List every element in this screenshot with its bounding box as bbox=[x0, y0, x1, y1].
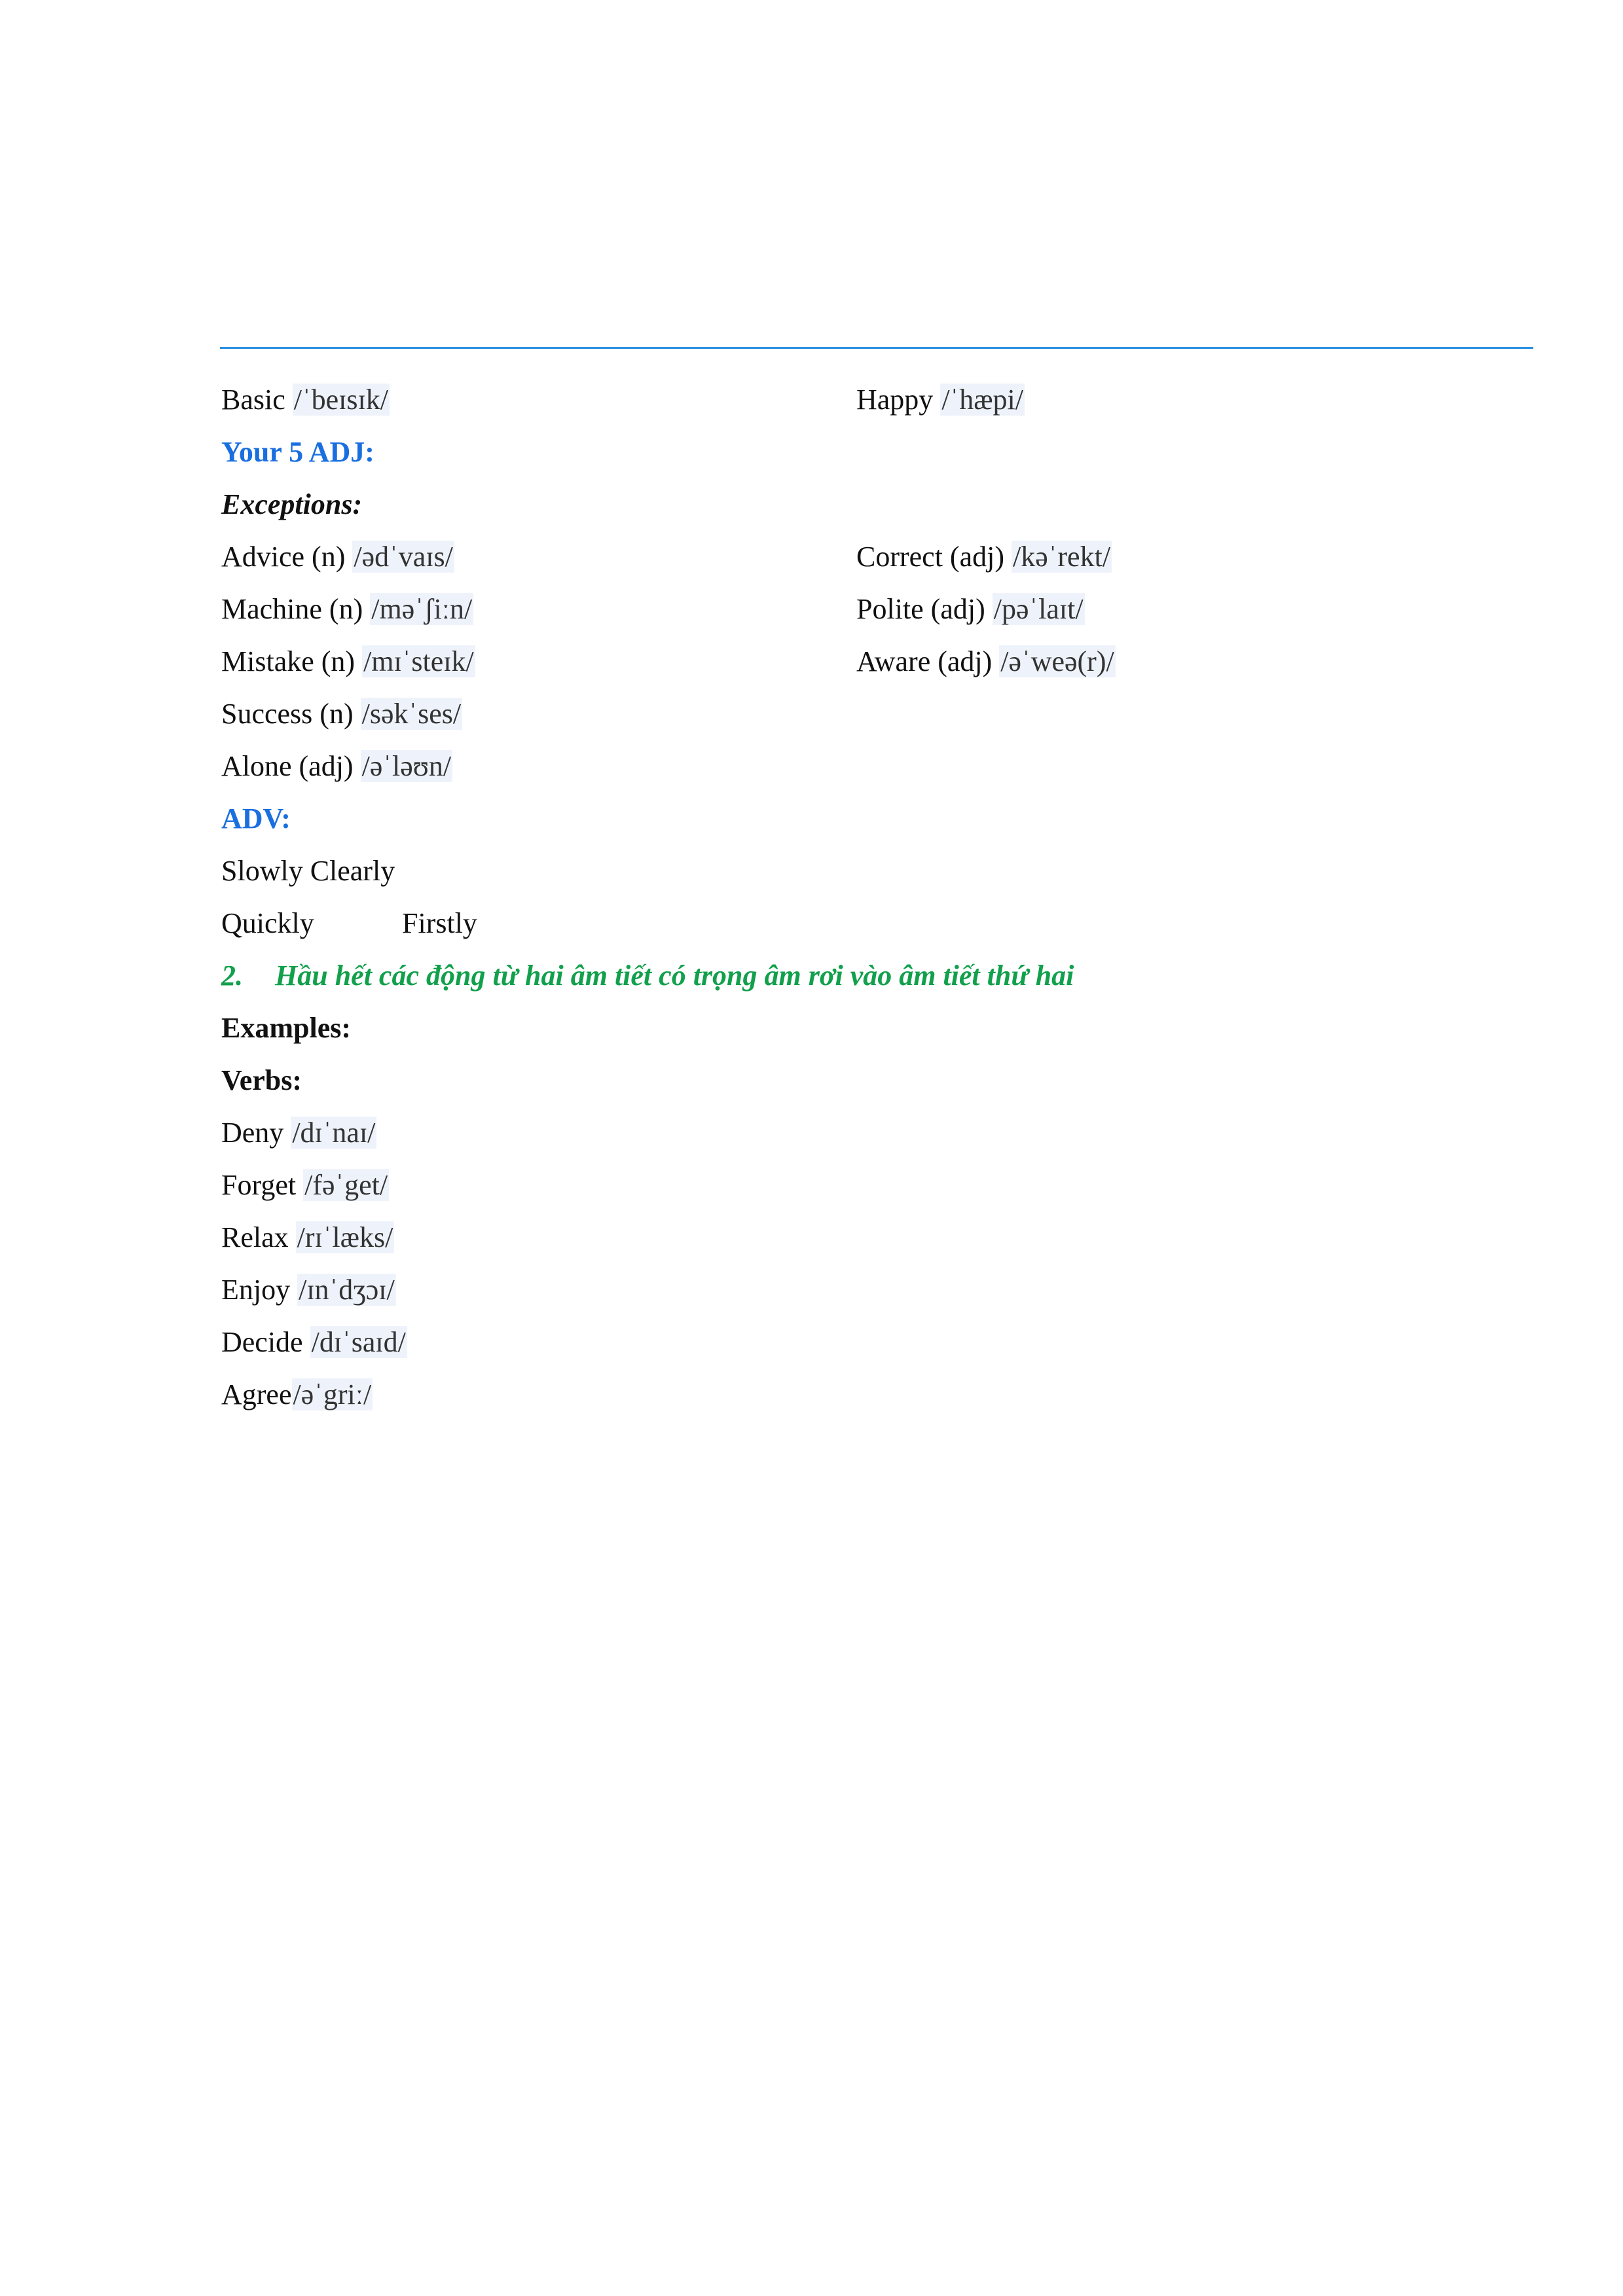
word-basic: Basic /ˈbeɪsɪk/ bbox=[221, 384, 388, 416]
examples-heading: Examples: bbox=[221, 1012, 351, 1044]
exception-advice: Advice (n) /ədˈvaɪs/ bbox=[221, 541, 453, 573]
your-adj-heading: Your 5 ADJ: bbox=[221, 436, 374, 468]
exception-mistake: Mistake (n) /mɪˈsteɪk/ bbox=[221, 645, 474, 677]
exception-aware: Aware (adj) /əˈweə(r)/ bbox=[856, 645, 1114, 677]
verb-forget: Forget /fəˈget/ bbox=[221, 1169, 388, 1201]
adv-firstly: Firstly bbox=[402, 907, 477, 939]
adv-line-1: Slowly Clearly bbox=[221, 855, 395, 887]
verb-enjoy: Enjoy /ɪnˈdʒɔɪ/ bbox=[221, 1274, 395, 1306]
ipa-happy: /ˈhæpi/ bbox=[941, 384, 1023, 416]
section-2-title: Hầu hết các động từ hai âm tiết có trọng âm rơi vào âm tiết thứ hai bbox=[275, 960, 1074, 992]
exception-machine: Machine (n) /məˈʃiːn/ bbox=[221, 593, 473, 625]
exception-success: Success (n) /səkˈses/ bbox=[221, 698, 462, 730]
verb-agree: Agree/əˈgriː/ bbox=[221, 1378, 372, 1410]
exceptions-heading: Exceptions: bbox=[221, 488, 363, 520]
verbs-heading: Verbs: bbox=[221, 1064, 302, 1096]
verb-relax: Relax /rɪˈlæks/ bbox=[221, 1221, 393, 1253]
exception-correct: Correct (adj) /kəˈrekt/ bbox=[856, 541, 1111, 573]
section-2-heading bbox=[221, 954, 1074, 997]
word-happy: Happy /ˈhæpi/ bbox=[856, 384, 1023, 416]
section-2-number: 2. bbox=[221, 960, 243, 992]
verb-decide: Decide /dɪˈsaɪd/ bbox=[221, 1326, 406, 1358]
adv-heading: ADV: bbox=[221, 802, 291, 834]
ipa-basic: /ˈbeɪsɪk/ bbox=[293, 384, 388, 416]
exception-alone: Alone (adj) /əˈləʊn/ bbox=[221, 750, 452, 782]
adv-quickly: Quickly bbox=[221, 907, 314, 939]
header-rule bbox=[220, 347, 1533, 349]
exception-polite: Polite (adj) /pəˈlaɪt/ bbox=[856, 593, 1084, 625]
verb-deny: Deny /dɪˈnaɪ/ bbox=[221, 1117, 376, 1149]
